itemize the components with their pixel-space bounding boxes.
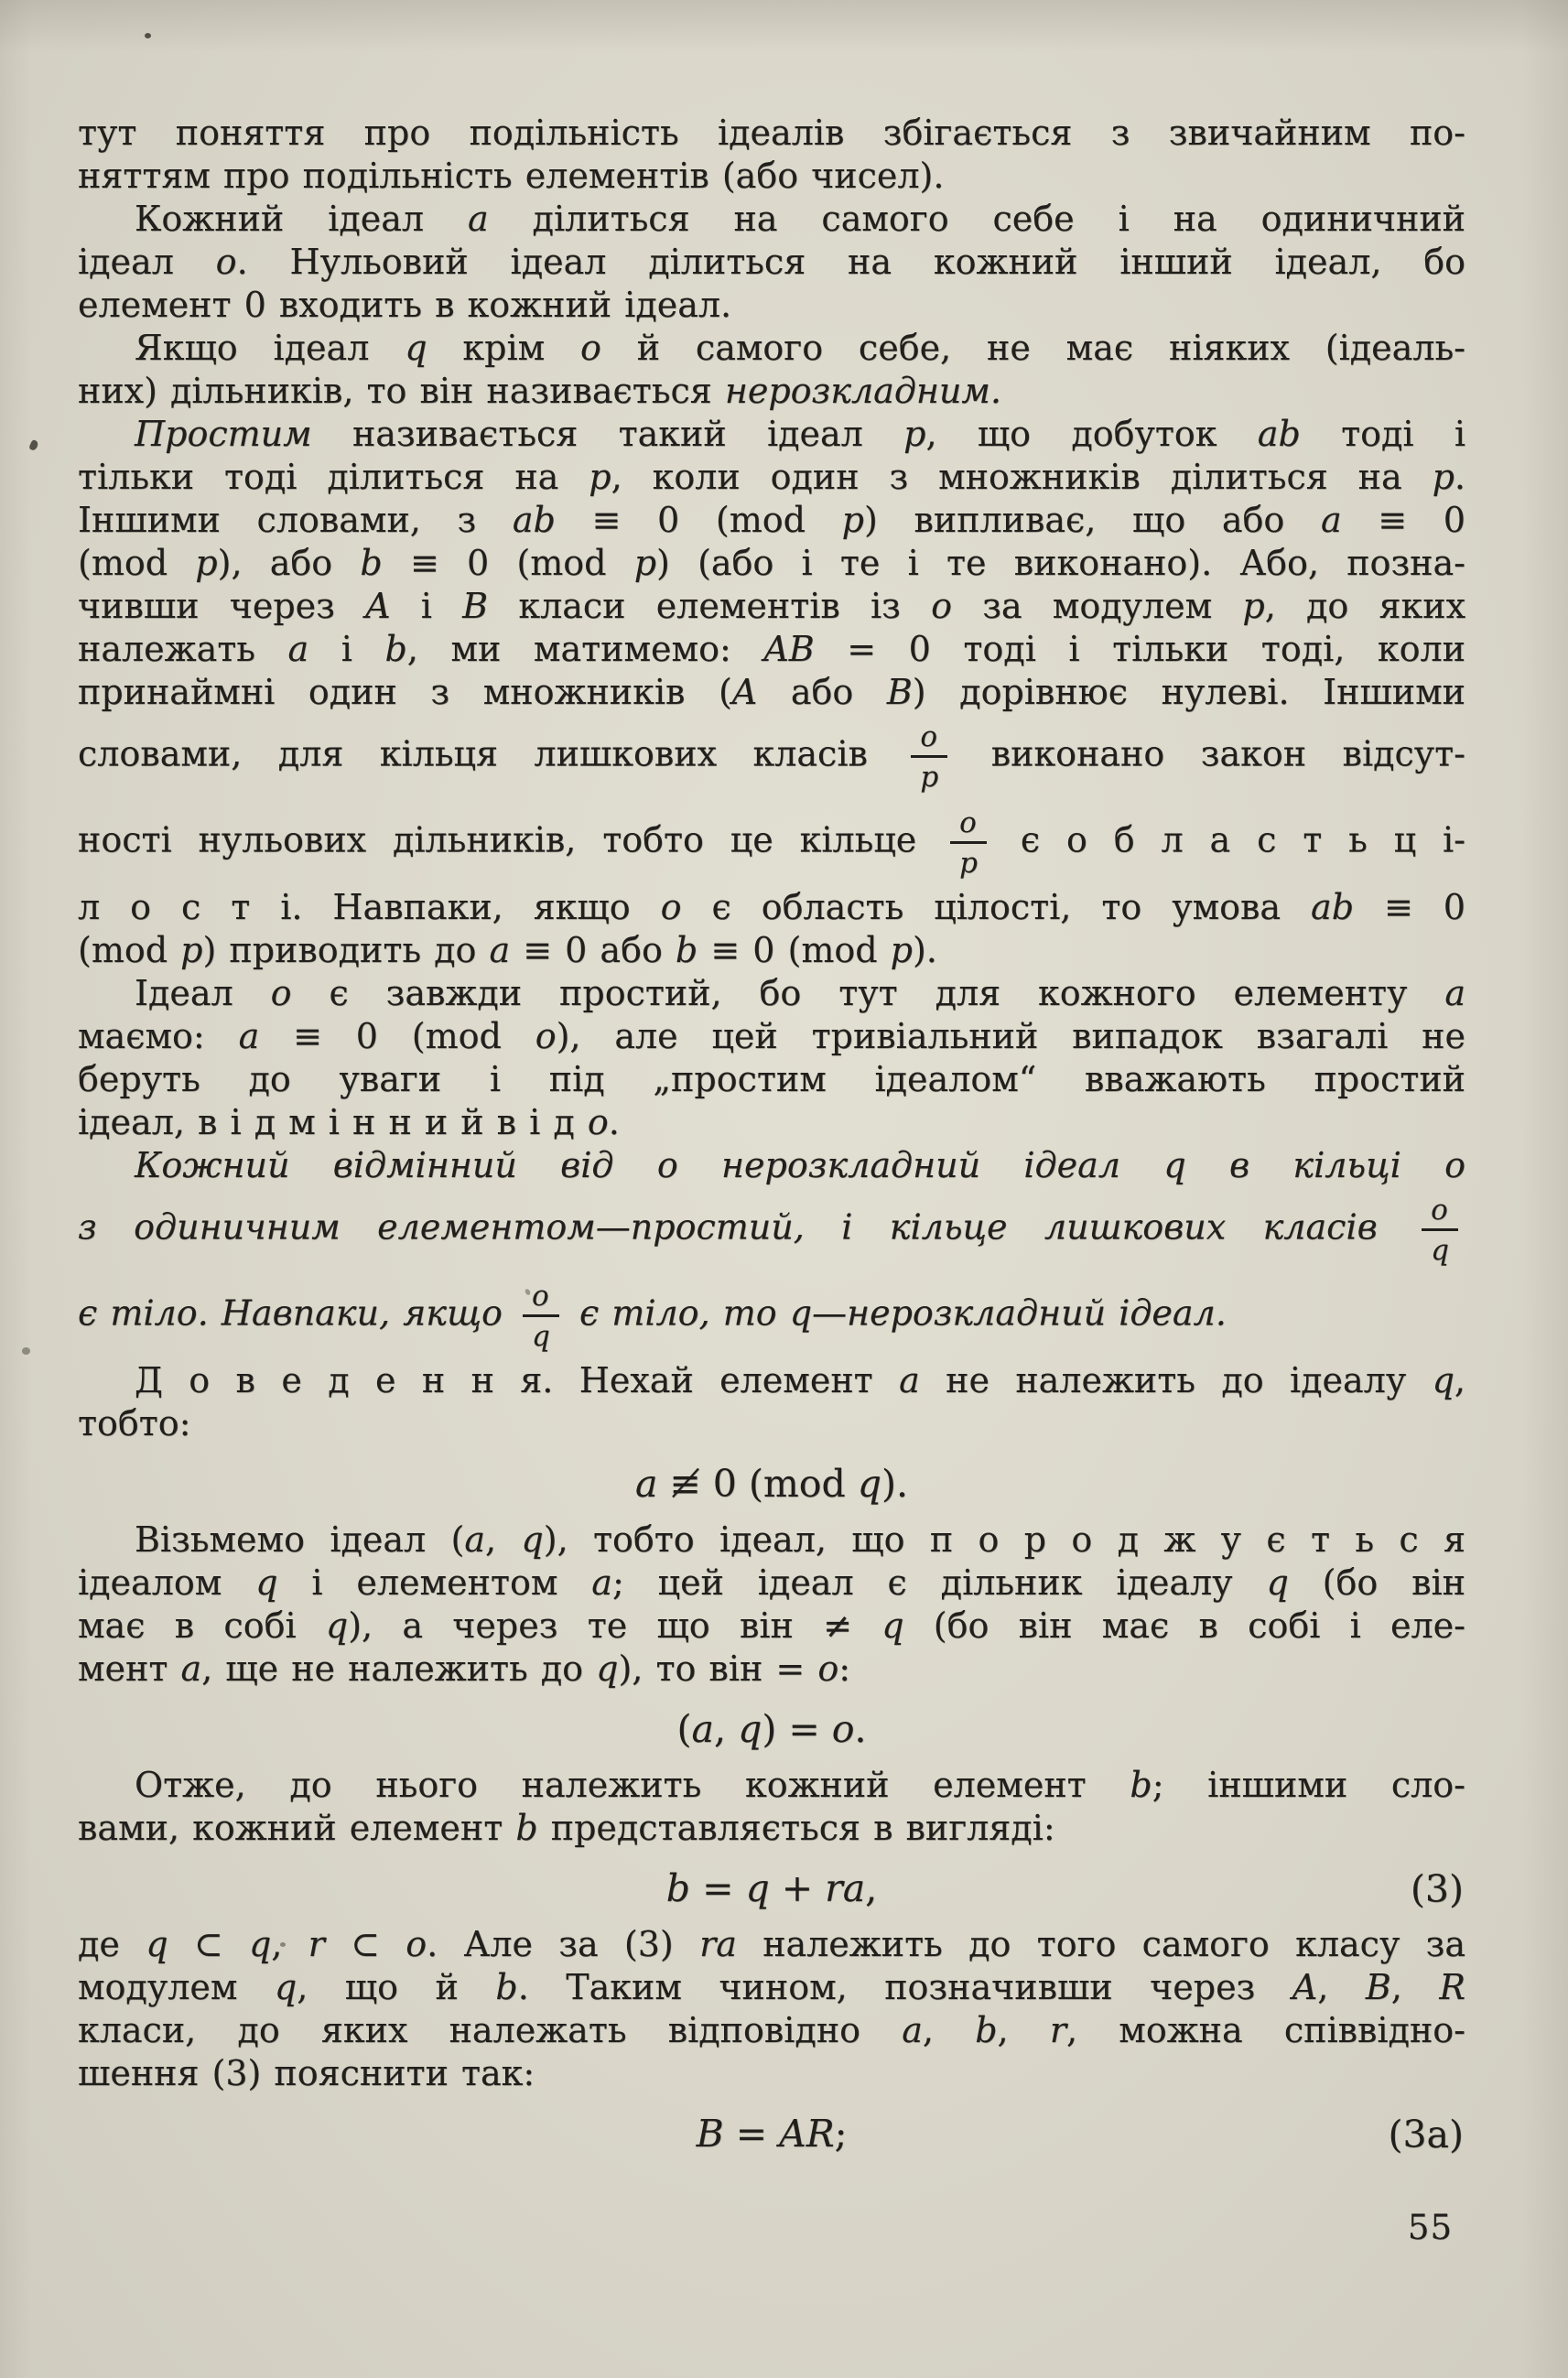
paragraph [78,1144,1465,1359]
text-segment: ) дорівнює нулеві. Іншими [912,672,1465,712]
text-segment: ділиться на самого себе і на одиничний [488,199,1465,239]
text-segment: з одиничним елементом—простий, і кільце лишкових класів [78,1206,1415,1248]
text-segment: AR [779,2112,835,2156]
text-segment: словами, для кільця лишкових класів [78,733,904,774]
text-segment: + [769,1866,826,1910]
page-text [78,112,1465,2168]
ink-speck [22,1347,30,1355]
text-segment: класи, до яких належать відповідно [78,2010,903,2050]
text-segment: ra [699,1924,737,1964]
ideal-symbol: q [881,1605,904,1646]
text-segment: Д о в е д е н н я. Нехай елемент [135,1360,900,1400]
text-segment: виконано закон відсут- [955,733,1465,774]
text-line [78,2052,1465,2095]
paragraph [78,1519,1465,1691]
ideal-symbol: q [1163,1145,1186,1185]
text-line [78,1923,1465,1966]
paragraph [78,327,1465,413]
text-segment: ідеал, в і д м і н н и й в і д [78,1102,588,1142]
text-segment: має в собі [78,1605,326,1646]
text-segment: ( [676,1707,692,1751]
paragraph [78,413,1465,972]
text-segment: є завжди простий, бо тут для кожного елементу [291,973,1445,1013]
text-segment: , ми матимемо: [406,629,764,669]
text-segment: (mod [78,543,196,583]
text-segment: , до яких [1264,586,1465,626]
text-segment: b [360,543,383,583]
equation [78,1460,1465,1508]
fraction [523,1281,559,1352]
text-segment: a [899,1360,920,1400]
text-segment: належить до того самого класу за [736,1924,1465,1964]
text-segment: представляється в вигляді: [537,1808,1055,1848]
ideal-symbol: q [1266,1562,1289,1603]
text-line [78,972,1465,1015]
fraction-denominator: q [1422,1228,1458,1266]
text-segment: a [180,1648,202,1689]
text-line [78,413,1465,456]
ideal-symbol: o [931,586,952,626]
text-segment: і [390,586,463,626]
text-segment: належать [78,629,288,669]
text-segment: ab [1311,887,1355,927]
text-line [78,628,1465,671]
ideal-symbol: q [789,1292,813,1334]
equation [78,2110,1465,2157]
ink-speck [28,439,39,451]
text-segment: ) випливає, що або [863,500,1321,540]
text-segment: й самого себе, не має ніяких (ідеаль- [600,328,1465,368]
text-line [78,370,1465,413]
text-segment: a [691,1707,714,1751]
text-segment: a [489,930,511,970]
ideal-symbol: a [467,199,489,239]
text-line [78,198,1465,241]
paragraph [78,198,1465,327]
text-segment: , що добуток [925,414,1258,454]
text-line [78,886,1465,929]
text-line [78,800,1465,886]
text-segment: ності нульових дільників, тобто це кільце [78,819,944,860]
fraction [1422,1194,1458,1266]
text-segment: Ідеал [135,973,271,1013]
ideal-symbol: p [1242,586,1265,626]
ideal-symbol: p [195,543,218,583]
text-line [78,241,1465,284]
text-line [78,284,1465,327]
text-segment: Кожний відмінний від [135,1145,657,1185]
ideal-symbol: q [405,328,427,368]
text-segment: Візьмемо ідеал ( [135,1519,465,1560]
text-line [78,499,1465,542]
text-segment: тобто: [78,1403,191,1443]
text-segment: B [886,672,913,712]
text-segment: b [515,1808,538,1848]
text-line [78,1058,1465,1101]
text-segment: , [1317,1967,1366,2007]
paragraph [78,1359,1465,1445]
text-segment: . Таким чином, позначивши через [517,1967,1292,2007]
ideal-symbol: q [325,1605,349,1646]
text-line [78,714,1465,800]
text-line [78,1764,1465,1807]
text-line [78,1359,1465,1402]
paragraph [78,972,1465,1144]
text-segment: є область цілості, то умова [681,887,1312,927]
text-segment: Кожний ідеал [135,199,468,239]
text-segment: тут поняття про подільність ідеалів збігається з звичайним по- [78,113,1465,153]
ideal-symbol: q [1432,1360,1454,1400]
text-segment: b [1130,1765,1152,1805]
text-segment: ; іншими сло- [1152,1765,1465,1805]
text-segment: за модулем [951,586,1243,626]
text-segment: = [723,2112,780,2156]
text-line [78,1562,1465,1605]
ideal-symbol: q [274,1967,297,2007]
text-segment: B [1365,1967,1391,2007]
text-segment: A [1292,1967,1318,2007]
text-segment: ⊂ [168,1924,249,1964]
text-segment: нерозкладний ідеал [677,1145,1164,1185]
text-segment: крім [427,328,580,368]
text-line [78,1605,1465,1648]
text-line [78,1101,1465,1144]
text-segment: ідеал [78,242,216,282]
text-line [78,1273,1465,1359]
ideal-symbol: p [633,543,657,583]
text-segment: ), або [217,543,361,583]
text-segment: . [854,1707,867,1751]
text-segment: AB [763,629,815,669]
text-segment: і елементом [277,1562,592,1603]
text-segment: Отже, до нього належить кожний елемент [135,1765,1130,1805]
text-segment: ) = [762,1707,832,1751]
text-segment: ) (або і те і те виконано). Або, позна- [656,543,1465,583]
text-line [78,1187,1465,1273]
ink-speck [145,33,151,38]
text-segment: A [731,672,758,712]
text-segment: = 0 тоді і тільки тоді, коли [814,629,1465,669]
ideal-symbol: p [1432,457,1454,497]
text-segment: ) приводить до [202,930,490,970]
fraction-denominator: q [523,1314,559,1352]
text-segment: ≡ 0 (mod [259,1016,535,1056]
text-segment: беруть до уваги і під „простим ідеалом“ вважають простий [78,1059,1465,1099]
text-segment: чивши через [78,586,366,626]
fraction-numerator: o [1431,1194,1448,1227]
ideal-symbol: q [738,1707,762,1751]
text-segment: ≡ 0 (mod [382,543,634,583]
ideal-symbol: q [248,1924,272,1964]
ideal-symbol: o [656,1145,678,1185]
text-segment: a [238,1016,260,1056]
text-segment: Якщо ідеал [135,328,406,368]
text-segment: r [1049,2010,1066,2050]
text-segment: вами, кожний елемент [78,1808,516,1848]
text-segment: ідеалом [78,1562,256,1603]
ideal-symbol: p [903,414,926,454]
text-line [78,1966,1465,2009]
text-line [78,585,1465,628]
text-segment: B [462,586,489,626]
text-segment: ). [912,930,937,970]
text-segment: є тіло, то [566,1292,790,1334]
text-segment: a [902,2010,923,2050]
text-line [78,2009,1465,2052]
text-segment: ab [1257,414,1301,454]
fraction-numerator: o [532,1280,549,1313]
text-line [78,112,1465,155]
text-segment: , [713,1707,739,1751]
text-segment: в кільці [1185,1145,1445,1185]
ideal-symbol: q [857,1462,882,1506]
text-segment: ), то він = [618,1648,818,1689]
ideal-symbol: p [589,457,611,497]
text-segment: ), а через те що він ≠ [348,1605,882,1646]
text-segment: ), але цей тривіальний випадок взагалі не [556,1016,1465,1056]
text-segment: називається такий ідеал [311,414,904,454]
ideal-symbol: o [406,1924,427,1964]
text-segment: ), тобто ідеал, що п о р о д ж у є т ь с я [543,1519,1465,1560]
fraction [911,721,947,793]
text-line [78,1144,1465,1187]
text-segment: нерозкладним. [724,371,1001,411]
text-segment: , можна співвідно- [1065,2010,1465,2050]
text-segment: де [78,1924,146,1964]
ideal-symbol: o [1444,1145,1465,1185]
text-line [78,1402,1465,1445]
text-segment: b [495,1967,518,2007]
text-segment: a [634,1462,658,1506]
text-segment: r [308,1924,325,1964]
ideal-symbol: q [596,1648,619,1689]
ideal-symbol: p [841,500,864,540]
fraction-numerator: o [920,720,938,753]
text-segment: . [1454,457,1465,497]
text-segment: (бо він має в собі і еле- [903,1605,1465,1646]
text-segment: або [757,672,887,712]
text-segment: a [1444,973,1465,1013]
text-segment: , [865,1866,878,1910]
text-segment: шення (3) пояснити так: [78,2053,535,2093]
text-line [78,155,1465,198]
text-segment: A [365,586,391,626]
text-line [78,1519,1465,1562]
equation [78,1865,1465,1912]
text-segment: = [690,1866,746,1910]
text-segment: принаймні один з множників ( [78,672,732,712]
text-segment: ≡ 0 (mod [555,500,842,540]
text-segment: ; цей ідеал є дільник ідеалу [611,1562,1267,1603]
text-segment: тоді і [1300,414,1465,454]
text-segment: , [1390,1967,1440,2007]
text-segment: b [675,930,698,970]
text-segment: є тіло. Навпаки, якщо [78,1292,515,1334]
text-segment: q [745,1866,770,1910]
text-segment: елемент 0 входить в кожний ідеал. [78,285,732,325]
text-segment: ab [512,500,556,540]
text-segment: ≡ 0 [1354,887,1465,927]
equation-number: (3) [1410,1867,1464,1911]
fraction [950,807,987,879]
text-segment: і [308,629,385,669]
text-segment: a [464,1519,485,1560]
fraction-denominator: p [950,841,987,879]
text-line [78,1807,1465,1850]
text-segment: , [922,2010,976,2050]
text-segment: ≡ 0 [1341,500,1465,540]
ideal-symbol: o [817,1648,839,1689]
ideal-symbol: o [215,242,237,282]
text-segment: . Але за (3) [427,1924,700,1964]
text-line [78,1015,1465,1058]
text-segment: . [608,1102,620,1142]
text-line [78,671,1465,714]
ideal-symbol: o [580,328,601,368]
text-segment: є о б л а с т ь ц і- [993,819,1465,860]
ideal-symbol: o [831,1707,855,1751]
fraction-denominator: p [911,755,947,793]
text-segment: , що й [297,1967,496,2007]
text-segment: маємо: [78,1016,239,1056]
ideal-symbol: q [255,1562,278,1603]
fraction-numerator: o [959,806,977,839]
text-segment: Іншими словами, з [78,500,513,540]
ideal-symbol: o [535,1016,557,1056]
text-segment: них) дільників, то він називається [78,371,725,411]
page-number: 55 [1407,2208,1453,2247]
text-segment: b [975,2010,998,2050]
ideal-symbol: p [890,930,913,970]
paragraph [78,1764,1465,1850]
equation [78,1705,1465,1753]
text-segment: —нерозкладний ідеал. [812,1292,1227,1334]
equation-number: (3а) [1388,2113,1464,2156]
text-segment: R [1439,1967,1465,2007]
text-segment: , [484,1519,522,1560]
text-segment: b [665,1866,691,1910]
text-segment: не належить до ідеалу [919,1360,1433,1400]
text-segment: ≡ 0 (mod [697,930,891,970]
text-segment: (mod [78,930,181,970]
text-segment: класи елементів із [488,586,932,626]
text-segment: Простим [135,414,312,454]
text-segment: ra [825,1866,866,1910]
ideal-symbol: q [521,1519,544,1560]
text-segment: л о с т і. Навпаки, якщо [78,887,661,927]
text-segment: няттям про подільність елементів (або чисел). [78,156,945,196]
text-segment: , [271,1924,308,1964]
text-segment: ; [834,2112,848,2156]
text-line [78,542,1465,585]
ideal-symbol: o [587,1102,609,1142]
ideal-symbol: o [270,973,292,1013]
text-line [78,327,1465,370]
text-line [78,1648,1465,1691]
text-segment: : [838,1648,851,1689]
text-segment: b [384,629,407,669]
text-line [78,456,1465,499]
ideal-symbol: p [180,930,203,970]
text-segment: (бо він [1288,1562,1466,1603]
text-segment: ). [881,1462,909,1506]
text-segment: q [146,1924,168,1964]
ideal-symbol: o [660,887,682,927]
text-segment: ⊂ [324,1924,406,1964]
text-segment: a [1320,500,1342,540]
paragraph [78,1923,1465,2095]
paragraph [78,112,1465,198]
text-segment: a [287,629,309,669]
text-segment: a [591,1562,612,1603]
text-segment: ≢ 0 (mod [657,1462,858,1506]
text-segment: модулем [78,1967,275,2007]
text-segment: . Нульовий ідеал ділиться на кожний інший ідеал, бо [236,242,1465,282]
text-segment: мент [78,1648,181,1689]
text-segment: , коли один з множників ділиться на [611,457,1433,497]
text-segment: B [696,2112,724,2156]
text-segment: ≡ 0 або [510,930,676,970]
text-segment: , ще не належить до [201,1648,597,1689]
text-segment: тільки тоді ділиться на [78,457,589,497]
text-line [78,929,1465,972]
text-segment: , [1454,1360,1465,1400]
text-segment: , [997,2010,1050,2050]
